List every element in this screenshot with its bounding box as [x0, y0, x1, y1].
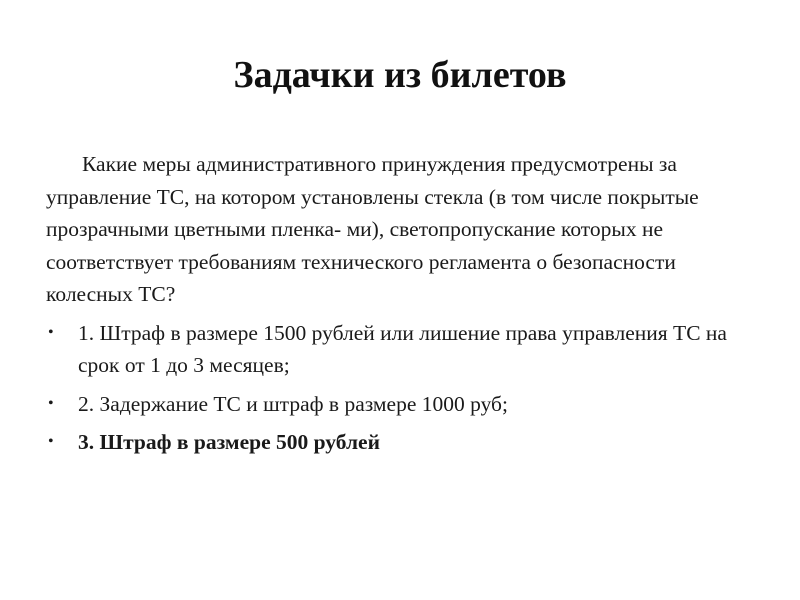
answer-option-3 — [46, 426, 766, 459]
answer-text-correct: 3. Штраф в размере 500 рублей — [78, 430, 380, 454]
answer-list — [46, 317, 766, 459]
bullet-icon: • — [48, 433, 54, 450]
answer-text: 1. Штраф в размере 1500 рублей или лишение права управления ТС на срок от 1 до 3 месяцев; — [78, 320, 727, 377]
bullet-icon: • — [48, 394, 54, 412]
slide-body — [46, 148, 766, 465]
slide-title: Задачки из билетов — [233, 54, 567, 96]
bullet-icon: • — [48, 323, 54, 341]
question-text: Какие меры административного принуждения предусмотрены за управление ТС, на котором установлены стекла (в том числе покрытые прозрачными цветными пленка- ми), светопропускание которых не соответствует требованиям технического регламента о безопасности колесных ТС? — [46, 152, 699, 306]
answer-option-2 — [46, 388, 766, 421]
answer-option-1 — [46, 317, 766, 382]
answer-text: 2. Задержание ТС и штраф в размере 1000 руб; — [78, 391, 508, 416]
